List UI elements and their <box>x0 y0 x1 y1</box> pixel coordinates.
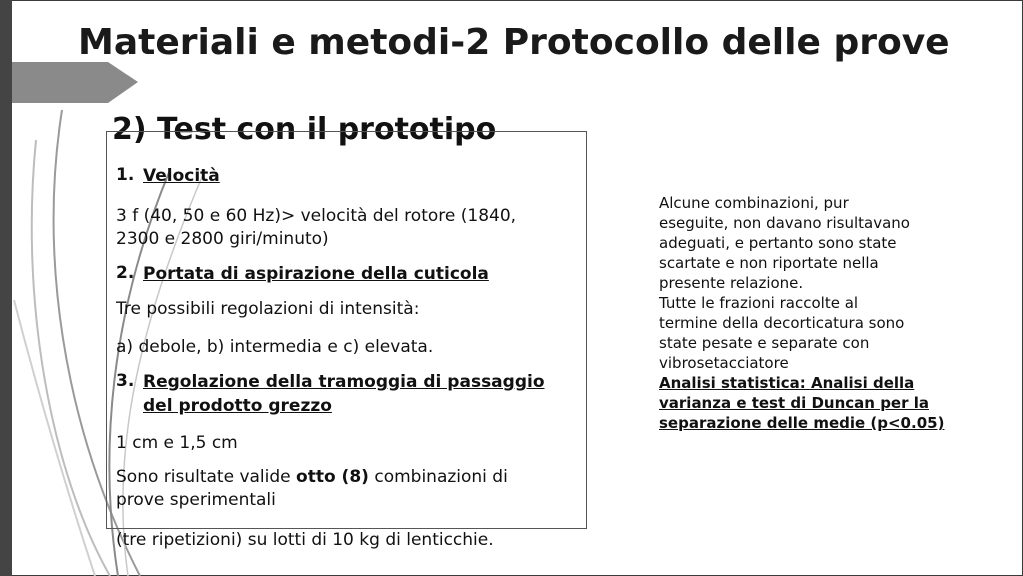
note-line: termine della decorticatura sono <box>659 314 905 332</box>
note-line: presente relazione. <box>659 274 804 292</box>
note-line: Tutte le frazioni raccolte al <box>659 294 859 312</box>
item-1-number: 1. <box>116 165 135 185</box>
analysis-line: Analisi statistica: Analisi della <box>659 374 915 392</box>
valid-post: combinazioni di <box>368 467 508 487</box>
item-2-heading: Portata di aspirazione della cuticola <box>143 264 489 284</box>
valid-combinations-line2: prove sperimentali <box>116 490 276 510</box>
slide-subtitle: 2) Test con il prototipo <box>112 112 497 147</box>
intensity-text: Tre possibili regolazioni di intensità: <box>116 299 420 319</box>
note-line: state pesate e separate con <box>659 334 870 352</box>
side-note <box>659 193 979 433</box>
deco-curve-2 <box>32 140 110 576</box>
speed-text-line1: 3 f (40, 50 e 60 Hz)> velocità del rotore (1840, <box>116 206 517 226</box>
levels-text: a) debole, b) intermedia e c) elevata. <box>116 337 434 357</box>
valid-bold: otto (8) <box>296 467 369 487</box>
analysis-line: varianza e test di Duncan per la <box>659 394 929 412</box>
slide-title: Materiali e metodi-2 Protocollo delle prove <box>78 22 950 63</box>
hopper-text: 1 cm e 1,5 cm <box>116 433 238 453</box>
repetitions-text: (tre ripetizioni) su lotti di 10 kg di lenticchie. <box>116 530 494 550</box>
item-3-heading-line2: del prodotto grezzo <box>143 396 332 416</box>
note-line: vibrosetacciatore <box>659 354 789 372</box>
note-line: adeguati, e pertanto sono state <box>659 234 897 252</box>
deco-curve-4 <box>14 300 95 576</box>
item-3-number: 3. <box>116 371 135 391</box>
item-3-heading-line1: Regolazione della tramoggia di passaggio <box>143 372 545 392</box>
analysis-line: separazione delle medie (p<0.05) <box>659 414 945 432</box>
note-line: Alcune combinazioni, pur <box>659 194 849 212</box>
valid-combinations-text <box>116 466 508 488</box>
speed-text-line2: 2300 e 2800 giri/minuto) <box>116 229 329 249</box>
valid-pre: Sono risultate valide <box>116 467 297 487</box>
item-1-heading: Velocità <box>143 166 220 186</box>
item-2-number: 2. <box>116 263 135 283</box>
note-line: scartate e non riportate nella <box>659 254 879 272</box>
title-arrow-shape <box>12 62 138 103</box>
note-line: eseguite, non davano risultavano <box>659 214 910 232</box>
